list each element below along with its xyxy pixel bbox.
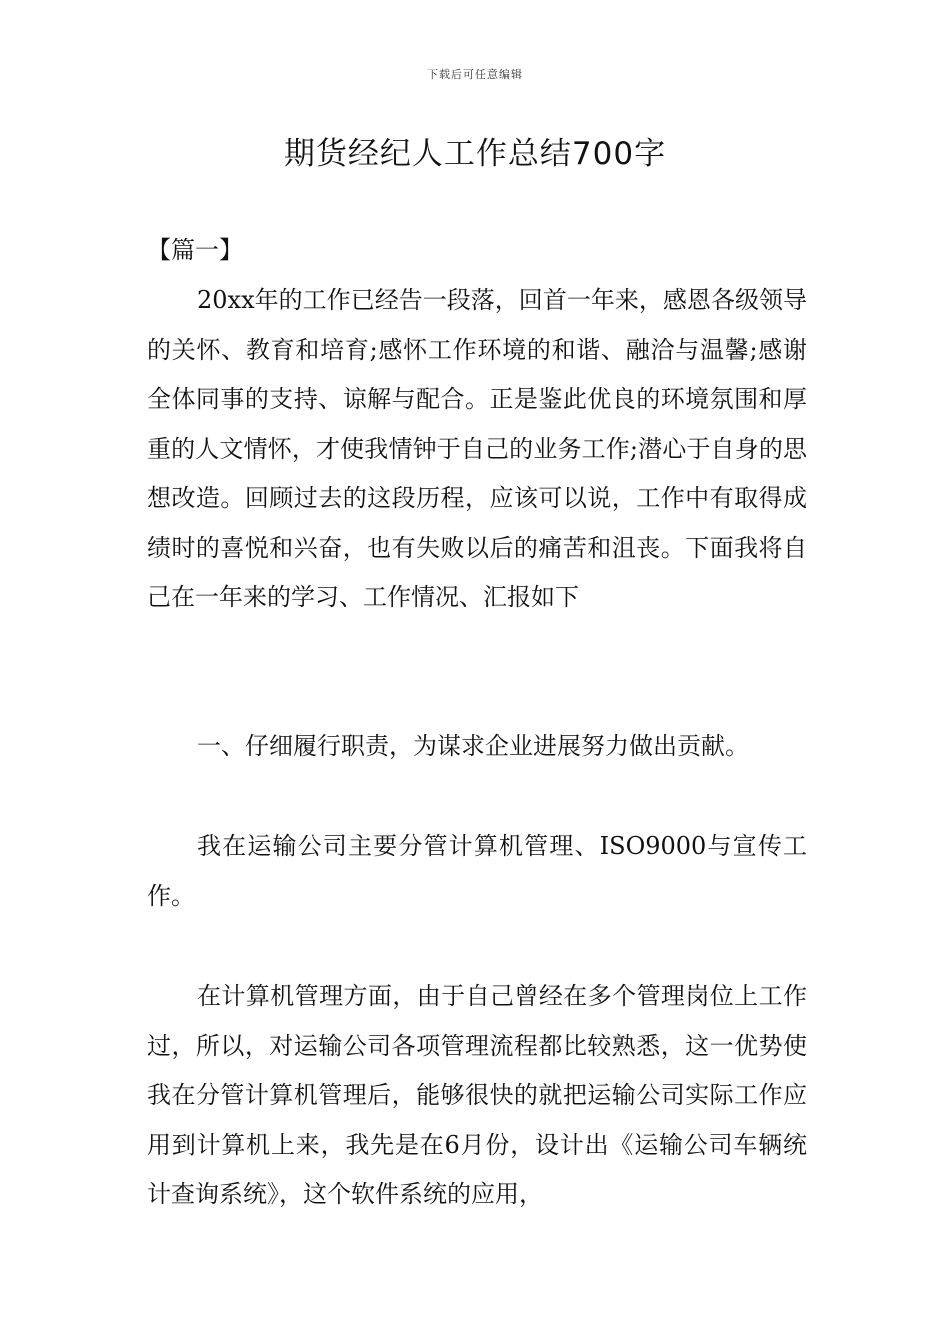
paragraph-intro: 20xx年的工作已经告一段落，回首一年来，感恩各级领导的关怀、教育和培育;感怀工作环境的和谐、融洽与温馨;感谢全体同事的支持、谅解与配合。正是鉴此优良的环境氛围和厚重的人文情怀，才使我情钟于自己的业务工作;潜心于自身的思想改造。回顾过去的这段历程，应该可以说，工作中有取得成绩时的喜悦和兴奋，也有失败以后的痛苦和沮丧。下面我将自己在一年来的学习、工作情况、汇报如下 bbox=[147, 286, 807, 611]
section-label: 【篇一】 bbox=[147, 236, 243, 264]
header-note: 下载后可任意编辑 bbox=[427, 68, 523, 81]
section-heading-1: 一、仔细履行职责，为谋求企业进展努力做出贡献。 bbox=[197, 732, 749, 760]
paragraph-computer-management: 在计算机管理方面，由于自己曾经在多个管理岗位上工作过，所以，对运输公司各项管理流程都比较熟悉，这一优势使我在分管计算机管理后，能够很快的就把运输公司实际工作应用到计算机上来，我先是在6月份，设计出《运输公司车辆统计查询系统》，这个软件系统的应用， bbox=[147, 982, 807, 1208]
document-title: 期货经纪人工作总结700字 bbox=[283, 136, 667, 172]
paragraph-duties: 我在运输公司主要分管计算机管理、ISO9000与宣传工作。 bbox=[147, 832, 807, 910]
